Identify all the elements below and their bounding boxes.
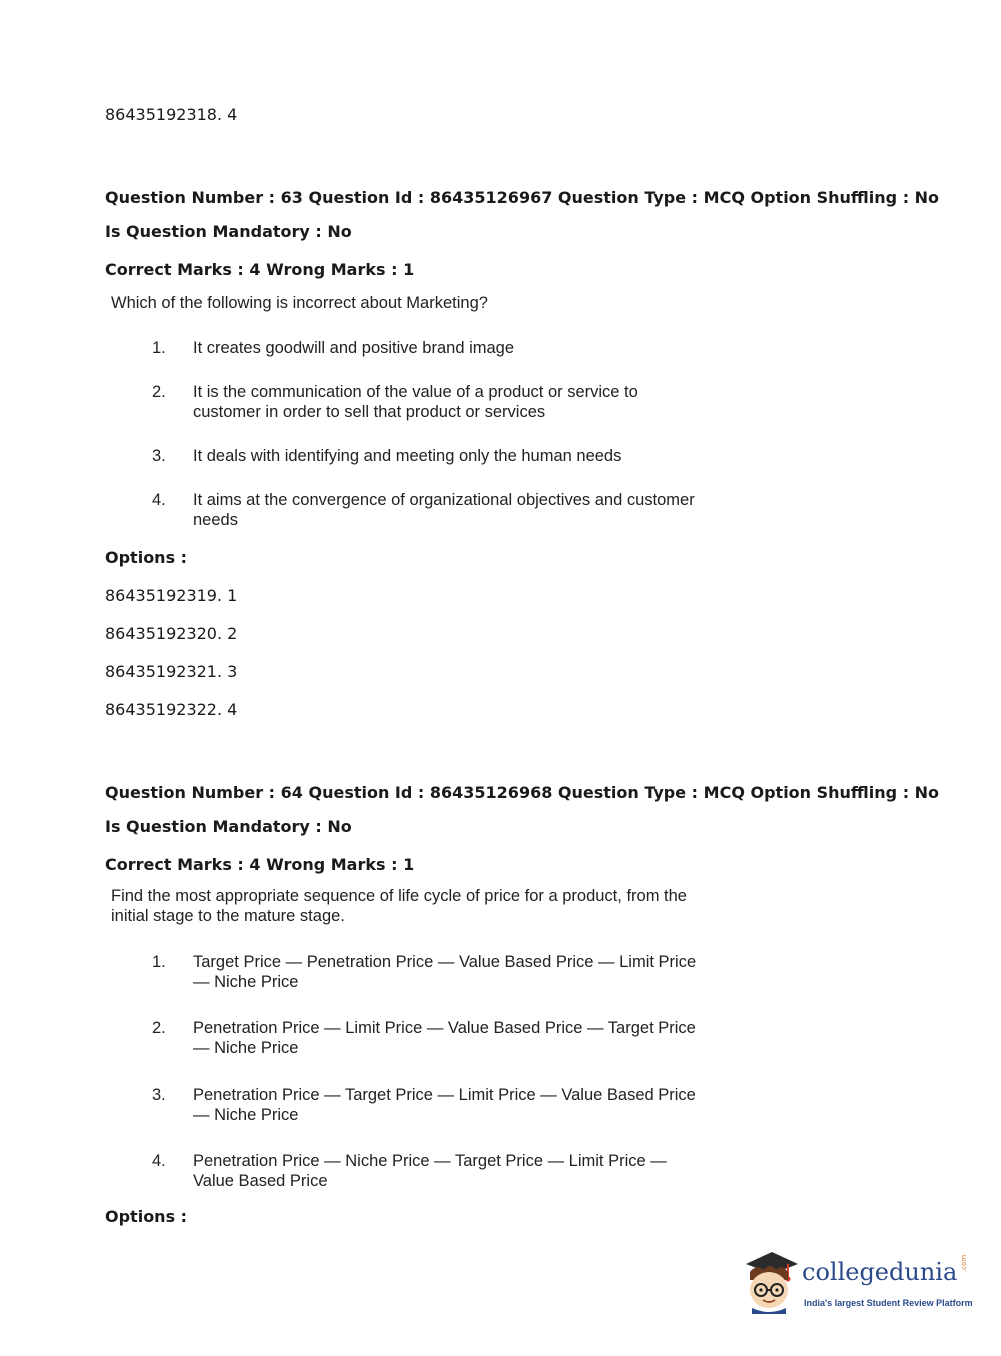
- question-mandatory: Is Question Mandatory : No: [105, 817, 352, 836]
- question-marks: Correct Marks : 4 Wrong Marks : 1: [105, 855, 415, 874]
- logo-wordmark: collegedunia: [802, 1258, 958, 1286]
- prev-option-4: 86435192318. 4: [105, 105, 238, 124]
- choice-number: 1.: [152, 339, 166, 357]
- choice-number: 1.: [152, 953, 166, 971]
- option-id: 86435192322. 4: [105, 700, 238, 719]
- choice-number: 2.: [152, 1019, 166, 1037]
- choice-text: It is the communication of the value of a product or service to customer in order to sell that product or services: [193, 383, 638, 421]
- question-marks: Correct Marks : 4 Wrong Marks : 1: [105, 260, 415, 279]
- collegedunia-logo: [742, 1250, 972, 1320]
- choice-text: Penetration Price — Limit Price — Value Based Price — Target Price — Niche Price: [193, 1019, 696, 1057]
- choice-number: 4.: [152, 1152, 166, 1170]
- question-mandatory: Is Question Mandatory : No: [105, 222, 352, 241]
- choice-number: 3.: [152, 447, 166, 465]
- option-id: 86435192319. 1: [105, 586, 238, 605]
- choice-text: It creates goodwill and positive brand image: [193, 339, 515, 357]
- choice-number: 4.: [152, 491, 166, 509]
- choice-text: Target Price — Penetration Price — Value Based Price — Limit Price — Niche Price: [193, 953, 697, 991]
- question-text: Which of the following is incorrect about Marketing?: [111, 294, 488, 312]
- logo-suffix: .com: [960, 1254, 968, 1272]
- option-id: 86435192321. 3: [105, 662, 238, 681]
- choice-text: Penetration Price — Target Price — Limit Price — Value Based Price — Niche Price: [193, 1086, 696, 1124]
- options-label: Options :: [105, 1207, 188, 1226]
- option-id: 86435192320. 2: [105, 624, 238, 643]
- question-text: Find the most appropriate sequence of life cycle of price for a product, from the initial stage to the mature stage.: [111, 887, 687, 925]
- choice-text: It aims at the convergence of organizational objectives and customer needs: [193, 491, 695, 529]
- choice-text: Penetration Price — Niche Price — Target Price — Limit Price — Value Based Price: [193, 1152, 667, 1190]
- question-header: Question Number : 64 Question Id : 86435126968 Question Type : MCQ Option Shuffling : No: [105, 783, 940, 802]
- mascot-icon: [742, 1250, 800, 1314]
- options-label: Options :: [105, 548, 188, 567]
- choice-number: 2.: [152, 383, 166, 401]
- choice-text: It deals with identifying and meeting only the human needs: [193, 447, 622, 465]
- question-header: Question Number : 63 Question Id : 86435126967 Question Type : MCQ Option Shuffling : No: [105, 188, 940, 207]
- logo-tagline: India's largest Student Review Platform: [804, 1298, 973, 1308]
- choice-number: 3.: [152, 1086, 166, 1104]
